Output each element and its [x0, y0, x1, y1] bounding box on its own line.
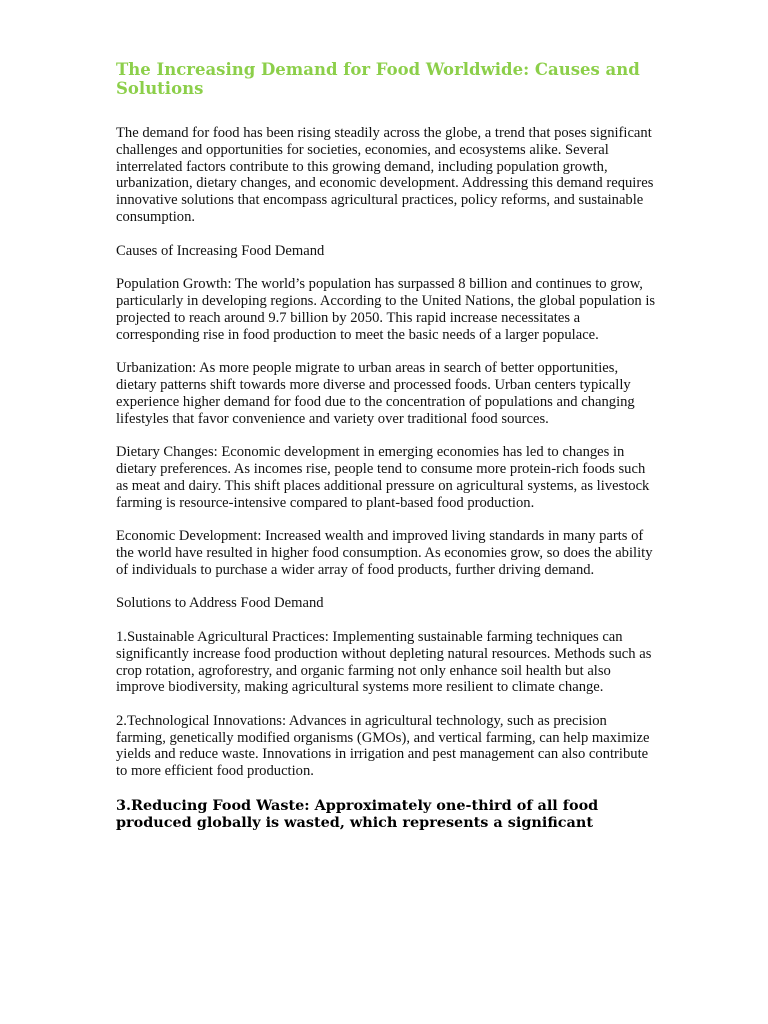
causes-heading: Causes of Increasing Food Demand	[116, 242, 325, 259]
document-title: The Increasing Demand for Food Worldwide: Causes and Solutions	[116, 60, 640, 98]
solution-reducing-food-waste: 3.Reducing Food Waste: Approximately one-third of all food produced globally is wasted, which represents a significant	[116, 796, 599, 832]
cause-urbanization: Urbanization: As more people migrate to urban areas in search of better opportunities, dietary patterns shift towards more diverse and processed foods. Urban centers typically experience higher demand for food due to the concentration of populations and changing lifestyles that favor convenience and variety over traditional food sources.	[116, 360, 635, 427]
intro-paragraph: The demand for food has been rising steadily across the globe, a trend that poses significant challenges and opportunities for societies, economies, and ecosystems alike. Several interrelated factors contribute to this growing demand, including population growth, urbanization, dietary changes, and economic development. Addressing this demand requires innovative solutions that encompass agricultural practices, policy reforms, and sustainable consumption.	[116, 125, 654, 225]
document-page	[116, 60, 656, 832]
solution-technological-innovations: 2.Technological Innovations: Advances in agricultural technology, such as precision farming, genetically modified organisms (GMOs), and vertical farming, can help maximize yields and reduce waste. Innovations in irrigation and pest management can also contribute to more efficient food production.	[116, 712, 650, 780]
solutions-heading: Solutions to Address Food Demand	[116, 595, 324, 612]
cause-dietary-changes: Dietary Changes: Economic development in emerging economies has led to changes in dietary preferences. As incomes rise, people tend to consume more protein-rich foods such as meat and dairy. This shift places additional pressure on agricultural systems, as livestock farming is resource-intensive compared to plant-based food production.	[116, 444, 650, 511]
cause-economic-development: Economic Development: Increased wealth and improved living standards in many parts of the world have resulted in higher food consumption. As economies grow, so does the ability of individuals to purchase a wider array of food products, further driving demand.	[116, 528, 653, 578]
cause-population-growth: Population Growth: The world’s population has surpassed 8 billion and continues to grow, particularly in developing regions. According to the United Nations, the global population is projected to reach around 9.7 billion by 2050. This rapid increase necessitates a corresponding rise in food production to meet the basic needs of a larger populace.	[116, 276, 656, 343]
solution-sustainable-agriculture: 1.Sustainable Agricultural Practices: Implementing sustainable farming techniques can significantly increase food production without depleting natural resources. Methods such as crop rotation, agroforestry, and organic farming not only enhance soil health but also improve biodiversity, making agricultural systems more resilient to climate change.	[116, 628, 652, 696]
